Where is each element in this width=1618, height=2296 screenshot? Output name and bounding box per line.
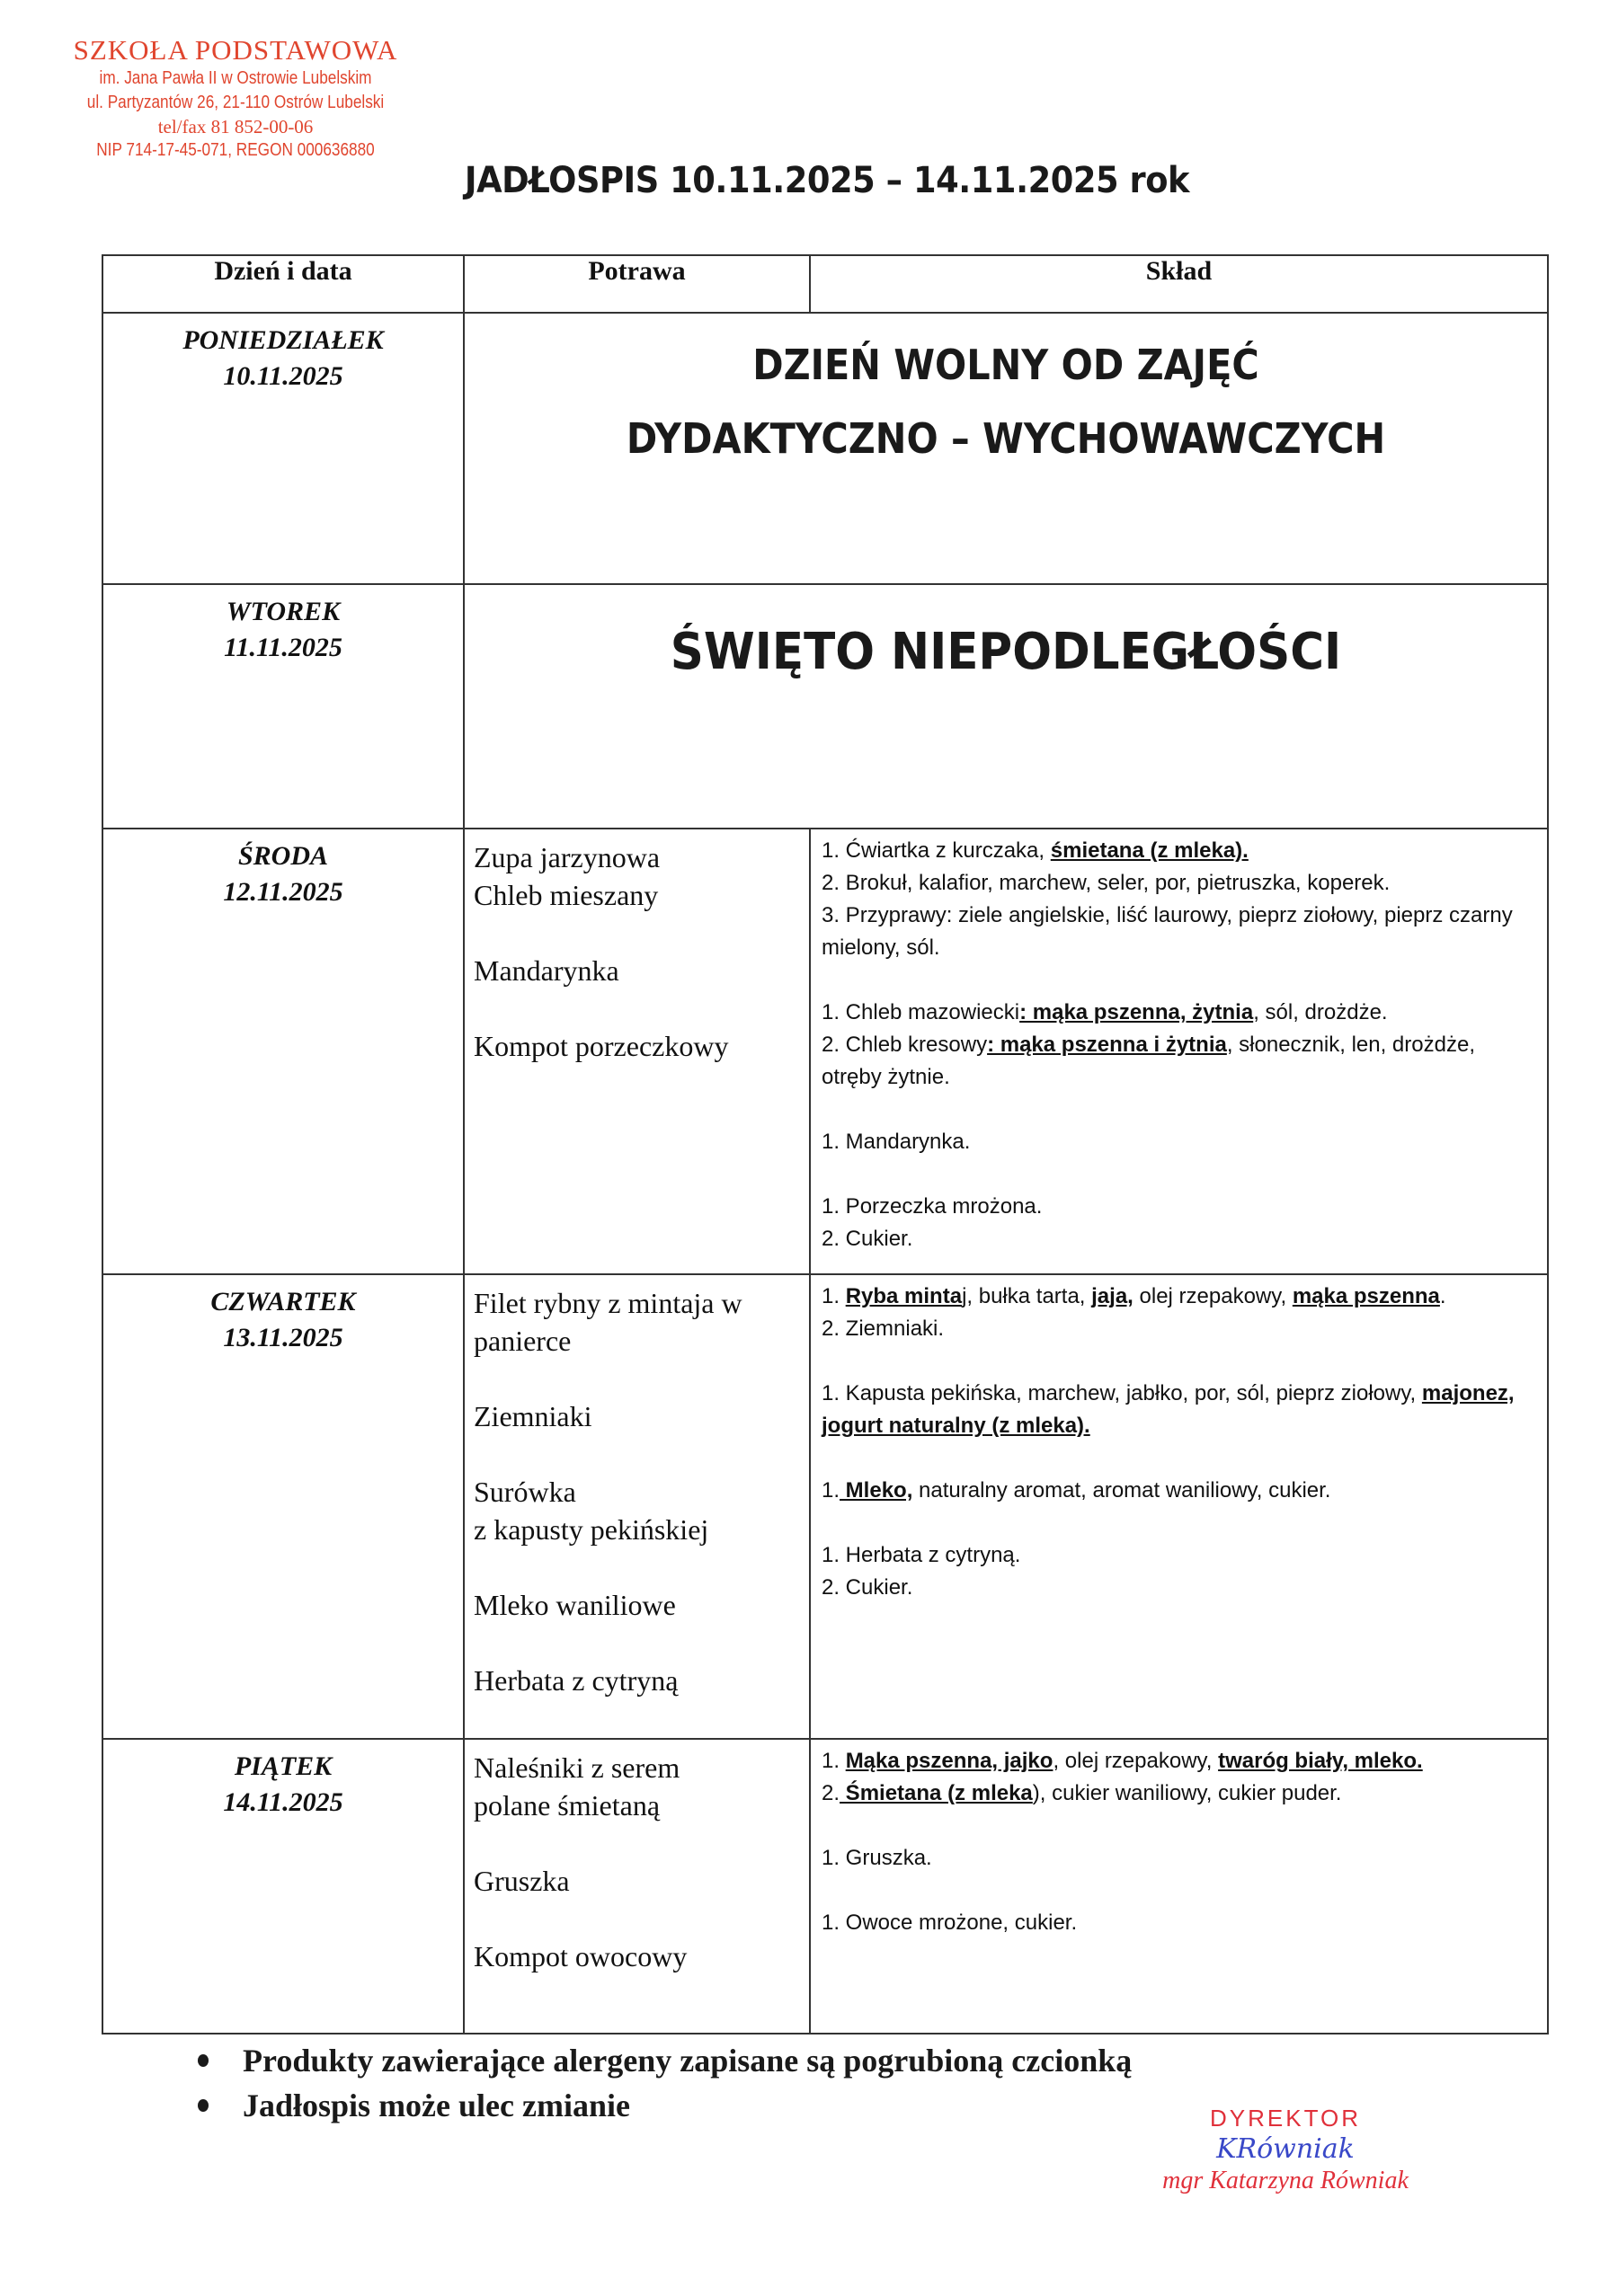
ingredient-group (822, 1907, 1540, 1939)
ingredient-text: 1. Owoce mrożone, cukier. (822, 1910, 1078, 1935)
dish-item: Kompot owocowy (474, 1940, 688, 1972)
ingredient-text: 1. (822, 1478, 840, 1503)
note-item (198, 2038, 1132, 2083)
dish-item: Zupa jarzynowa (474, 841, 661, 873)
dish-item: Filet rybny z mintaja w panierce (474, 1287, 742, 1357)
note-item (198, 2083, 1132, 2128)
ingredient-text: 1. Mandarynka. (822, 1130, 971, 1154)
ingredient-text: 2. Ziemniaki. (822, 1316, 945, 1341)
dish-item: Kompot porzeczkowy (474, 1030, 729, 1062)
ingredient-group (822, 1475, 1540, 1507)
dish-spacer (474, 1548, 798, 1586)
ingredient-text: 1. Kapusta pekińska, marchew, jabłko, por, sól, pieprz ziołowy, (822, 1381, 1422, 1405)
ingredient-text: 1. Ćwiartka z kurczaka, (822, 838, 1051, 863)
ingredients-cell (810, 1739, 1548, 2034)
ingredient-text: 2. Cukier. (822, 1575, 913, 1600)
ingredient-text: 2. Cukier. (822, 1227, 913, 1251)
bullet-icon (198, 2099, 209, 2112)
day-off-banner (518, 313, 1493, 584)
allergen-text: Śmietana (z mleka (840, 1781, 1033, 1805)
ingredient-group (822, 1281, 1540, 1345)
director-name: mgr Katarzyna Równiak (1162, 2167, 1409, 2194)
ingredient-line (822, 997, 1540, 1029)
day-date: 12.11.2025 (223, 877, 343, 907)
dish-spacer (474, 1435, 798, 1473)
ingredient-line (822, 867, 1540, 900)
ingredient-line (822, 1191, 1540, 1223)
dish-item: polane śmietaną (474, 1789, 661, 1822)
day-date: 14.11.2025 (223, 1787, 343, 1817)
ingredient-text: , olej rzepakowy, (1053, 1749, 1219, 1773)
bullet-icon (198, 2054, 209, 2067)
day-cell (102, 1739, 464, 2034)
ingredient-group (822, 1842, 1540, 1875)
ingredient-line (822, 1378, 1540, 1442)
table-row-wednesday (102, 829, 1548, 1274)
dish-item: Herbata z cytryną (474, 1664, 679, 1697)
dish-item: Chleb mieszany (474, 879, 659, 911)
table-header-row (102, 255, 1548, 313)
ingredient-line (822, 835, 1540, 867)
ingredient-text: . (1439, 1284, 1446, 1308)
ingredient-text: 1. (822, 1284, 846, 1308)
ingredients-cell (810, 829, 1548, 1274)
ingredient-text: j, bułka tarta, (962, 1284, 1092, 1308)
dish-item: Mandarynka (474, 954, 619, 987)
ingredient-group (822, 835, 1540, 964)
dish-spacer (474, 1824, 798, 1862)
allergen-text: Mąka pszenna, jajko (845, 1749, 1053, 1773)
allergen-text: twaróg biały, mleko. (1218, 1749, 1423, 1773)
banner-line: DYDAKTYCZNO – WYCHOWAWCZYCH (626, 414, 1386, 463)
director-signature-block (1088, 2103, 1483, 2196)
menu-table (102, 254, 1549, 2034)
allergen-text: : mąka pszenna i żytnia (987, 1033, 1227, 1057)
ingredient-group (822, 1378, 1540, 1442)
day-cell (102, 829, 464, 1274)
table-row-tuesday (102, 584, 1548, 829)
ingredient-line (822, 1539, 1540, 1572)
dish-item: Surówka (474, 1476, 576, 1508)
dish-spacer (474, 1900, 798, 1937)
dish-item: z kapusty pekińskiej (474, 1513, 709, 1546)
ingredient-line (822, 1029, 1540, 1094)
day-name: WTOREK (226, 597, 341, 626)
allergen-text: Ryba minta (845, 1284, 963, 1308)
notes-list (198, 2038, 1132, 2128)
dishes-cell (464, 1274, 810, 1739)
school-patron: im. Jana Pawła II w Ostrowie Lubelskim (99, 68, 372, 88)
day-date: 11.11.2025 (224, 633, 342, 662)
dishes-cell (464, 1739, 810, 2034)
allergen-text: : mąka pszenna, żytnia (1019, 1000, 1254, 1024)
allergen-text: majonez, jogurt naturalny (z mleka). (822, 1381, 1515, 1438)
ingredient-text: 1. Chleb mazowiecki (822, 1000, 1020, 1024)
dish-item: Gruszka (474, 1865, 570, 1897)
day-name: CZWARTEK (210, 1287, 356, 1316)
ingredient-line (822, 1572, 1540, 1604)
day-cell (102, 313, 464, 584)
school-ids: NIP 714-17-45-071, REGON 000636880 (96, 140, 375, 160)
ingredient-text: 1. Herbata z cytryną. (822, 1543, 1021, 1567)
table-row-monday (102, 313, 1548, 584)
allergen-text: śmietana (z mleka). (1050, 838, 1249, 863)
ingredient-text: ), cukier waniliowy, cukier puder. (1032, 1781, 1342, 1805)
dish-spacer (474, 989, 798, 1027)
allergen-text: mąka pszenna (1292, 1284, 1440, 1308)
ingredient-text: , słonecznik, len, drożdże, otręby żytnie. (822, 1033, 1475, 1089)
ingredient-group (822, 1539, 1540, 1604)
ingredient-text: 2. Brokuł, kalafior, marchew, seler, por, pietruszka, koperek. (822, 871, 1391, 895)
school-address: ul. Partyzantów 26, 21-110 Ostrów Lubelski (86, 93, 385, 112)
ingredient-group (822, 997, 1540, 1094)
table-row-friday (102, 1739, 1548, 2034)
dish-spacer (474, 1624, 798, 1662)
column-header-ingredients: Skład (810, 255, 1548, 313)
ingredient-text: naturalny aromat, aromat waniliowy, cukier. (912, 1478, 1331, 1503)
ingredient-text: 2. Chleb kresowy (822, 1033, 988, 1057)
banner-line: DZIEŃ WOLNY OD ZAJĘĆ (752, 341, 1259, 389)
ingredients-cell (810, 1274, 1548, 1739)
ingredient-line (822, 1745, 1540, 1777)
ingredient-text: olej rzepakowy, (1133, 1284, 1293, 1308)
column-header-day: Dzień i data (102, 255, 464, 313)
banner-line: ŚWIĘTO NIEPODLEGŁOŚCI (670, 623, 1342, 681)
day-name: PIĄTEK (234, 1751, 333, 1781)
ingredient-line (822, 1842, 1540, 1875)
ingredient-group (822, 1126, 1540, 1158)
dish-spacer (474, 1360, 798, 1397)
allergen-text: jaja, (1091, 1284, 1133, 1308)
ingredient-line (822, 1907, 1540, 1939)
handwritten-signature: KRówniak (1216, 2133, 1355, 2165)
page-title: JADŁOSPIS 10.11.2025 – 14.11.2025 rok (464, 160, 1190, 201)
dish-spacer (474, 914, 798, 952)
ingredient-line (822, 1313, 1540, 1345)
ingredient-text: 1. Gruszka. (822, 1846, 932, 1870)
column-header-dish: Potrawa (464, 255, 810, 313)
holiday-banner (507, 584, 1505, 829)
note-text: Produkty zawierające alergeny zapisane są pogrubioną czcionką (243, 2043, 1133, 2079)
note-text: Jadłospis może ulec zmianie (243, 2088, 630, 2123)
ingredient-line (822, 1126, 1540, 1158)
director-stamp: DYREKTOR (1210, 2105, 1361, 2132)
ingredient-text: , sól, drożdże. (1253, 1000, 1388, 1024)
day-cell (102, 1274, 464, 1739)
ingredient-group (822, 1191, 1540, 1255)
day-cell (102, 584, 464, 829)
allergen-text: Mleko, (840, 1478, 913, 1503)
ingredient-line (822, 1475, 1540, 1507)
ingredient-group (822, 1745, 1540, 1810)
dish-item: Naleśniki z serem (474, 1751, 680, 1784)
school-name: SZKOŁA PODSTAWOWA (73, 34, 398, 66)
dish-item: Mleko waniliowe (474, 1589, 676, 1621)
ingredient-line (822, 1777, 1540, 1810)
ingredient-line (822, 1223, 1540, 1255)
ingredient-text: 3. Przyprawy: ziele angielskie, liść laurowy, pieprz ziołowy, pieprz czarny mielony, sól. (822, 903, 1513, 960)
ingredient-line (822, 1281, 1540, 1313)
dish-item: Ziemniaki (474, 1400, 592, 1432)
ingredient-text: 1. (822, 1749, 846, 1773)
day-name: PONIEDZIAŁEK (182, 325, 384, 355)
ingredient-line (822, 900, 1540, 964)
dishes-cell (464, 829, 810, 1274)
school-phone: tel/fax 81 852-00-06 (157, 116, 314, 137)
ingredient-text: 1. Porzeczka mrożona. (822, 1194, 1043, 1219)
school-stamp (56, 34, 415, 163)
day-date: 10.11.2025 (223, 361, 343, 391)
day-date: 13.11.2025 (223, 1323, 343, 1352)
day-name: ŚRODA (237, 841, 329, 871)
table-row-thursday (102, 1274, 1548, 1739)
ingredient-text: 2. (822, 1781, 840, 1805)
